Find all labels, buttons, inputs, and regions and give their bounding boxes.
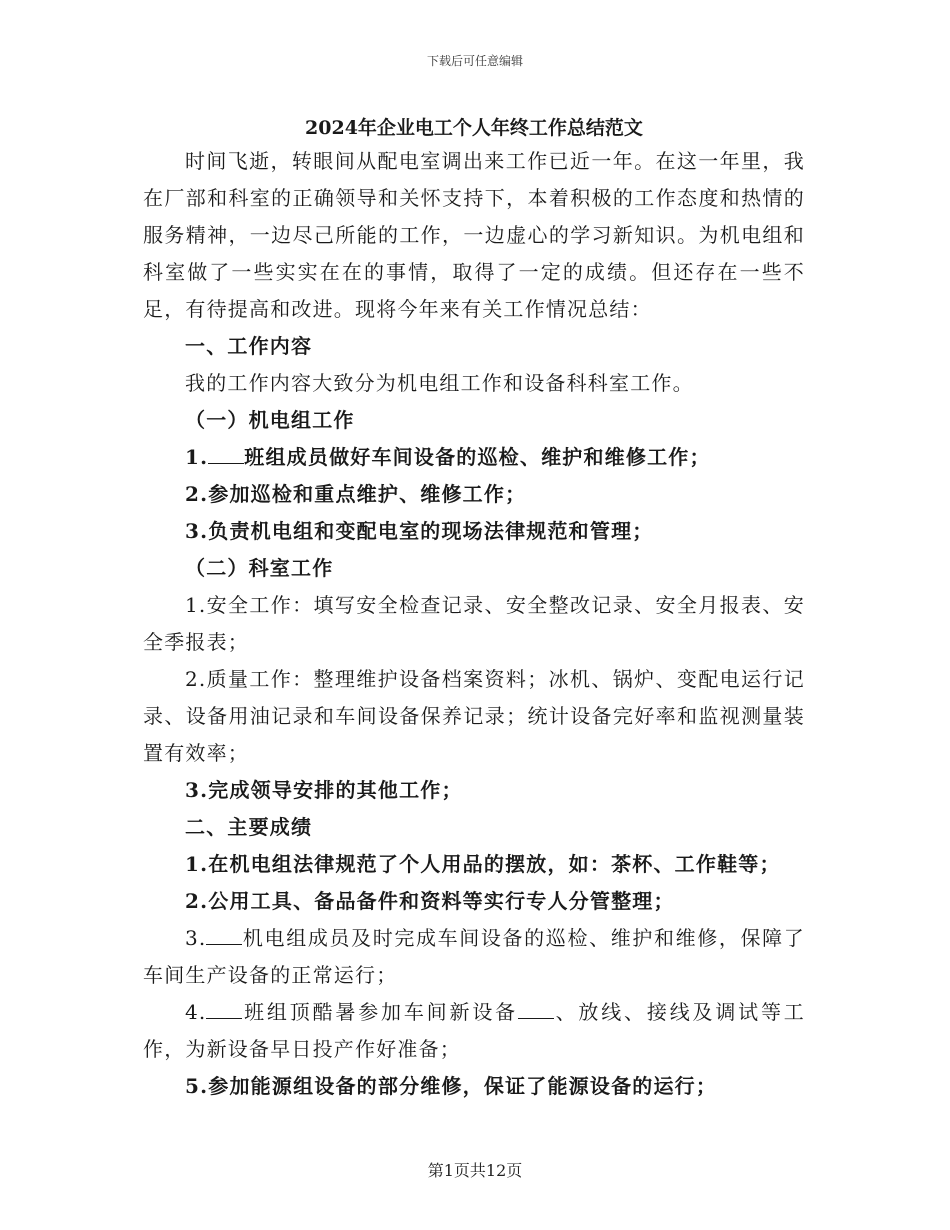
blank-underline	[518, 1000, 554, 1019]
section-heading-work-content: 一、工作内容	[185, 334, 313, 358]
list-item: 2.参加巡检和重点维护、维修工作；	[185, 482, 527, 506]
list-item-text: 班组顶酷暑参加车间新设备	[242, 1000, 518, 1024]
list-item-text: 、放线、接线及调试等工作，为新设备早日投产作好准备；	[143, 1000, 806, 1061]
section-summary: 我的工作内容大致分为机电组工作和设备科科室工作。	[185, 371, 694, 395]
blank-underline	[206, 926, 242, 945]
list-item	[143, 994, 805, 1068]
list-item: 5.参加能源组设备的部分维修，保证了能源设备的运行；	[185, 1074, 718, 1098]
list-item	[143, 439, 805, 476]
list-item-text: 班组成员做好车间设备的巡检、维护和维修工作；	[244, 445, 711, 469]
list-item: 3.完成领导安排的其他工作；	[185, 778, 463, 802]
blank-underline	[206, 1000, 242, 1019]
section-heading-achievements: 二、主要成绩	[185, 815, 313, 839]
list-item-text: 机电组成员及时完成车间设备的巡检、维护和维修，保障了车间生产设备的正常运行；	[143, 926, 805, 987]
document-title: 2024年企业电工个人年终工作总结范文	[305, 117, 643, 139]
document-body	[143, 113, 805, 1105]
list-item	[143, 920, 805, 994]
list-item: 3.负责机电组和变配电室的现场法律规范和管理；	[185, 519, 654, 543]
list-item: 1.安全工作：填写安全检查记录、安全整改记录、安全月报表、安全季报表；	[143, 593, 805, 654]
page-header: 下载后可任意编辑	[426, 54, 523, 68]
list-item-number: 4.	[185, 1000, 207, 1024]
page-footer: 第1页共12页	[427, 1161, 523, 1180]
intro-paragraph: 时间飞逝，转眼间从配电室调出来工作已近一年。在这一年里，我在厂部和科室的正确领导和关怀支持下，本着积极的工作态度和热情的服务精神，一边尽己所能的工作，一边虚心的学习新知识。为机电组和科室做了一些实实在在的事情，取得了一定的成绩。但还存在一些不足，有待提高和改进。现将今年来有关工作情况总结：	[143, 149, 805, 321]
blank-underline	[208, 445, 244, 464]
list-item: 2.公用工具、备品备件和资料等实行专人分管整理；	[185, 889, 675, 913]
list-item-number: 3.	[185, 926, 207, 950]
subsection-heading-office-work: （二）科室工作	[185, 556, 334, 580]
list-item: 2.质量工作：整理维护设备档案资料；冰机、锅炉、变配电运行记录、设备用油记录和车间设备保养记录；统计设备完好率和监视测量装置有效率；	[143, 667, 805, 765]
list-item-number: 1.	[185, 445, 209, 469]
subsection-heading-mechanical-group: （一）机电组工作	[185, 408, 355, 432]
list-item: 1.在机电组法律规范了个人用品的摆放，如：茶杯、工作鞋等；	[185, 852, 781, 876]
